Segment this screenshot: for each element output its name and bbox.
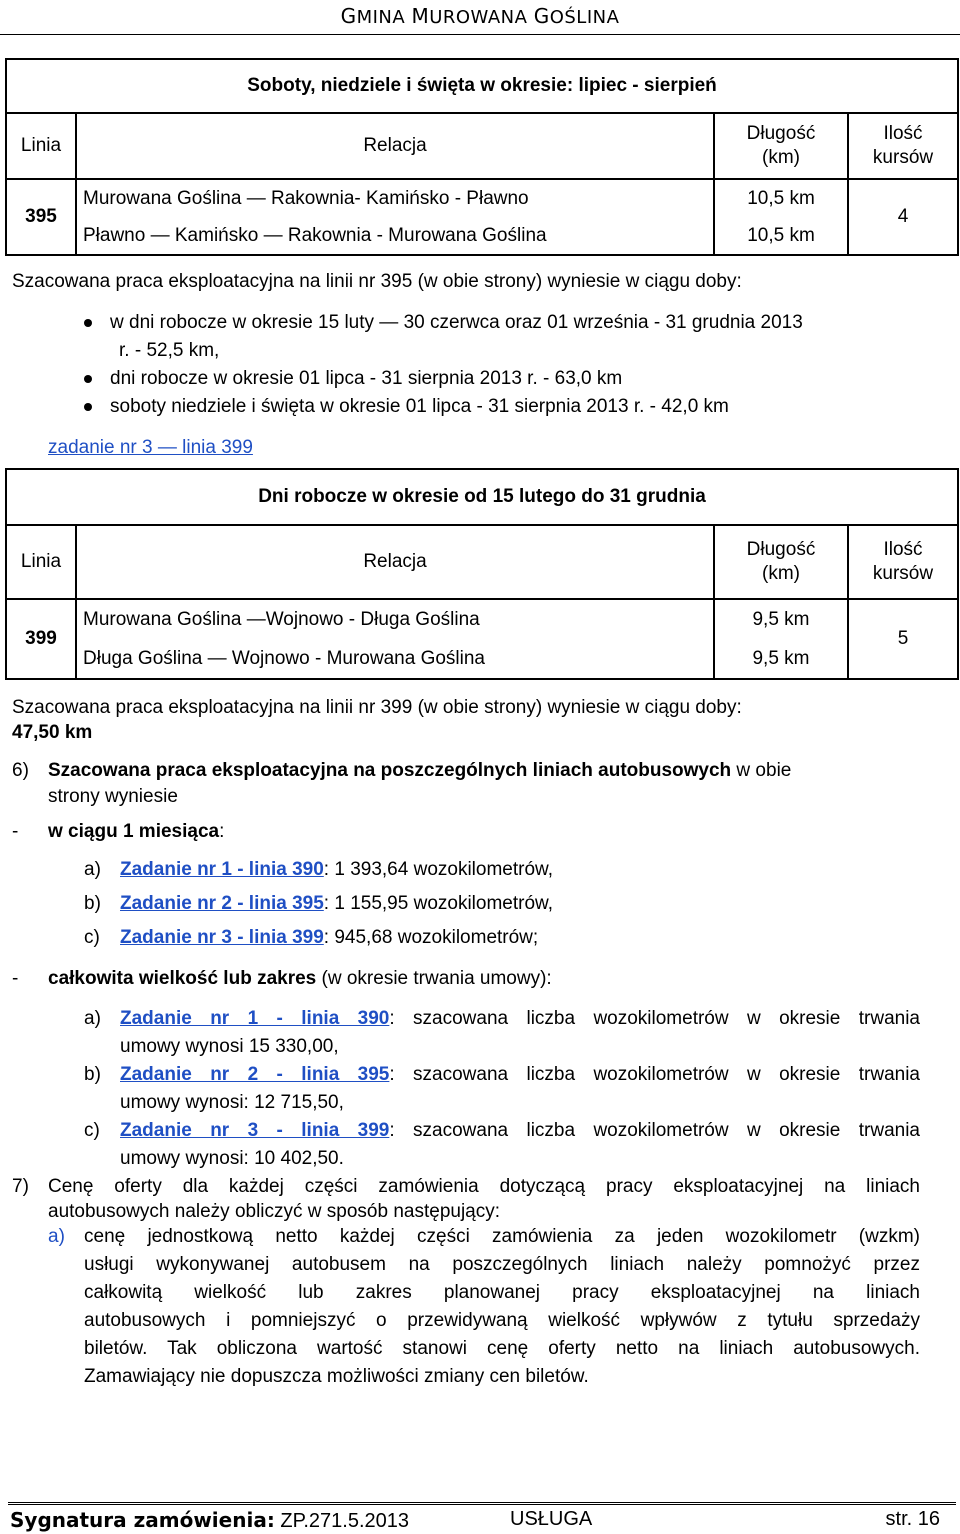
- zadanie-link[interactable]: Zadanie nr 3 - linia 399: [120, 927, 324, 948]
- section-6-number: 6): [12, 760, 29, 781]
- dlugosc-cell: 10,5 km: [714, 217, 848, 255]
- footer-rule: [8, 1502, 956, 1505]
- header-initial: G: [533, 4, 550, 28]
- zadanie-link[interactable]: Zadanie nr 1 - linia 390: [120, 859, 324, 880]
- page-header: [0, 4, 960, 28]
- table-row: [6, 639, 958, 679]
- month-heading: [48, 820, 224, 844]
- total-item-cont: umowy wynosi: 12 715,50,: [120, 1092, 344, 1113]
- total-item-cont: umowy wynosi: 10 402,50.: [120, 1148, 344, 1169]
- bullet-icon: [84, 375, 92, 383]
- footer-service: USŁUGA: [510, 1508, 593, 1530]
- section-7-item-line: cenę jednostkową netto każdej części zamówienia za jeden wozokilometr (wzkm): [84, 1226, 920, 1247]
- relacja-cell: Długa Goślina — Wojnowo - Murowana Goślina: [76, 639, 714, 679]
- col-header-text: kursów: [872, 563, 934, 584]
- item-letter: a): [84, 859, 101, 880]
- section-7-number: 7): [12, 1176, 29, 1197]
- total-item-cont: umowy wynosi 15 330,00,: [120, 1036, 339, 1057]
- zadanie-link[interactable]: Zadanie nr 2 - linia 395: [120, 1064, 390, 1085]
- linia-number: 395: [6, 179, 76, 255]
- footer-label: Sygnatura zamówienia:: [10, 1508, 275, 1532]
- month-item: [120, 858, 553, 882]
- ilosc-cell: 4: [848, 179, 958, 255]
- header-text: OŚLINA: [549, 7, 620, 28]
- total-item-text: : szacowana liczba wozokilometrów w okresie trwania: [389, 1008, 920, 1029]
- total-item: [120, 1063, 920, 1087]
- header-rule: [0, 34, 960, 35]
- summary-395-item: w dni robocze w okresie 15 luty — 30 czerwca oraz 01 września - 31 grudnia 2013: [110, 312, 803, 333]
- month-item: [120, 892, 553, 916]
- total-item: [120, 1119, 920, 1143]
- table-row: [6, 217, 958, 255]
- summary-395-item: soboty niedziele i święta w okresie 01 lipca - 31 sierpnia 2013 r. - 42,0 km: [110, 396, 729, 417]
- col-header-text: Długość: [746, 539, 816, 560]
- summary-395-item-cont: r. - 52,5 km,: [119, 340, 220, 361]
- section-7-item-line: całkowitą wielkość lub zakres planowanej pracy eksploatacyjnej na liniach: [84, 1282, 920, 1303]
- col-header-text: kursów: [872, 147, 934, 168]
- bullet-icon: [84, 319, 92, 327]
- dash-marker: -: [12, 968, 19, 989]
- col-header-text: (km): [762, 147, 800, 168]
- item-letter: c): [84, 1120, 100, 1141]
- section-6-rest: w obie: [731, 760, 792, 781]
- section-6-title-cont: strony wyniesie: [48, 786, 178, 807]
- table-title: Dni robocze w okresie od 15 lutego do 31 grudnia: [6, 469, 958, 525]
- col-header-linia: Linia: [6, 525, 76, 599]
- col-header-dlugosc: [714, 113, 848, 179]
- section-7-item-line: biletów. Tak obliczona wartość stanowi cenę oferty netto na liniach autobusowych.: [84, 1338, 920, 1359]
- total-item: [120, 1007, 920, 1031]
- ilosc-cell: 5: [848, 599, 958, 679]
- section-7-text-cont: autobusowych należy obliczyć w sposób następujący:: [48, 1201, 501, 1222]
- header-initial: M: [411, 4, 430, 28]
- dlugosc-cell: 10,5 km: [714, 179, 848, 217]
- section-7-item-line: autobusowych i pomniejszyć o przewidywaną wielkość wpływów z tytułu sprzedaży: [84, 1310, 920, 1331]
- linia-number: 399: [6, 599, 76, 679]
- summary-395-item: dni robocze w okresie 01 lipca - 31 sierpnia 2013 r. - 63,0 km: [110, 368, 623, 389]
- month-item: [120, 926, 538, 950]
- total-heading: [48, 967, 552, 991]
- bullet-icon: [84, 403, 92, 411]
- col-header-text: (km): [762, 563, 800, 584]
- relacja-cell: Murowana Goślina — Rakownia- Kamińsko - Pławno: [76, 179, 714, 217]
- col-header-ilosc: [848, 525, 958, 599]
- total-item-text: : szacowana liczba wozokilometrów w okresie trwania: [389, 1064, 920, 1085]
- zadanie-3-heading[interactable]: zadanie nr 3 — linia 399: [48, 437, 253, 458]
- month-item-text: : 1 155,95 wozokilometrów,: [323, 893, 553, 914]
- month-item-text: : 945,68 wozokilometrów;: [323, 927, 539, 948]
- header-initial: G: [340, 4, 357, 28]
- item-letter: b): [84, 893, 101, 914]
- month-item-text: : 1 393,64 wozokilometrów,: [323, 859, 553, 880]
- dlugosc-cell: 9,5 km: [714, 639, 848, 679]
- section-7-item-line: Zamawiający nie dopuszcza możliwości zmiany cen biletów.: [84, 1366, 589, 1387]
- summary-399-text: Szacowana praca eksploatacyjna na linii nr 399 (w obie strony) wyniesie w ciągu doby:: [12, 697, 742, 718]
- zadanie-link[interactable]: Zadanie nr 2 - linia 395: [120, 893, 324, 914]
- dash-marker: -: [12, 821, 19, 842]
- item-letter: b): [84, 1064, 101, 1085]
- section-7-item-line: usługi wykonywanej autobusem na poszczególnych liniach należy pomnożyć przez: [84, 1254, 920, 1275]
- header-text: UROWANA: [429, 7, 528, 28]
- table-row: [6, 599, 958, 639]
- table-title: Soboty, niedziele i święta w okresie: lipiec - sierpień: [6, 59, 958, 113]
- zadanie-link[interactable]: Zadanie nr 3 - linia 399: [120, 1120, 390, 1141]
- col-header-linia: Linia: [6, 113, 76, 179]
- item-letter: a): [48, 1226, 65, 1247]
- month-colon: :: [219, 821, 225, 842]
- item-letter: a): [84, 1008, 101, 1029]
- total-rest: (w okresie trwania umowy):: [316, 968, 552, 989]
- section-6-title: [48, 759, 791, 783]
- col-header-relacja: Relacja: [76, 113, 714, 179]
- month-label: w ciągu 1 miesiąca: [48, 821, 220, 842]
- item-letter: c): [84, 927, 100, 948]
- table-row: [6, 179, 958, 217]
- page-footer: [10, 1508, 950, 1533]
- total-item-text: : szacowana liczba wozokilometrów w okresie trwania: [389, 1120, 920, 1141]
- col-header-relacja: Relacja: [76, 525, 714, 599]
- schedule-table-395: [5, 58, 959, 256]
- col-header-text: Ilość: [883, 123, 923, 144]
- header-text: MINA: [356, 7, 406, 28]
- col-header-text: Długość: [746, 123, 816, 144]
- section-6-bold: Szacowana praca eksploatacyjna na poszczególnych liniach autobusowych: [48, 760, 732, 781]
- footer-signature: ZP.271.5.2013: [274, 1510, 410, 1532]
- summary-399-value: 47,50 km: [12, 722, 93, 743]
- col-header-ilosc: [848, 113, 958, 179]
- col-header-dlugosc: [714, 525, 848, 599]
- summary-395-intro: Szacowana praca eksploatacyjna na linii nr 395 (w obie strony) wyniesie w ciągu doby:: [12, 271, 742, 292]
- section-7-text: Cenę oferty dla każdej części zamówienia dotyczącą pracy eksploatacyjnej na liniach: [48, 1176, 920, 1197]
- schedule-table-399: [5, 468, 959, 680]
- relacja-cell: Murowana Goślina —Wojnowo - Długa Goślina: [76, 599, 714, 639]
- dlugosc-cell: 9,5 km: [714, 599, 848, 639]
- col-header-text: Ilość: [883, 539, 923, 560]
- total-label: całkowita wielkość lub zakres: [48, 968, 317, 989]
- zadanie-link[interactable]: Zadanie nr 1 - linia 390: [120, 1008, 390, 1029]
- relacja-cell: Pławno — Kamińsko — Rakownia - Murowana Goślina: [76, 217, 714, 255]
- footer-page-number: str. 16: [885, 1508, 940, 1530]
